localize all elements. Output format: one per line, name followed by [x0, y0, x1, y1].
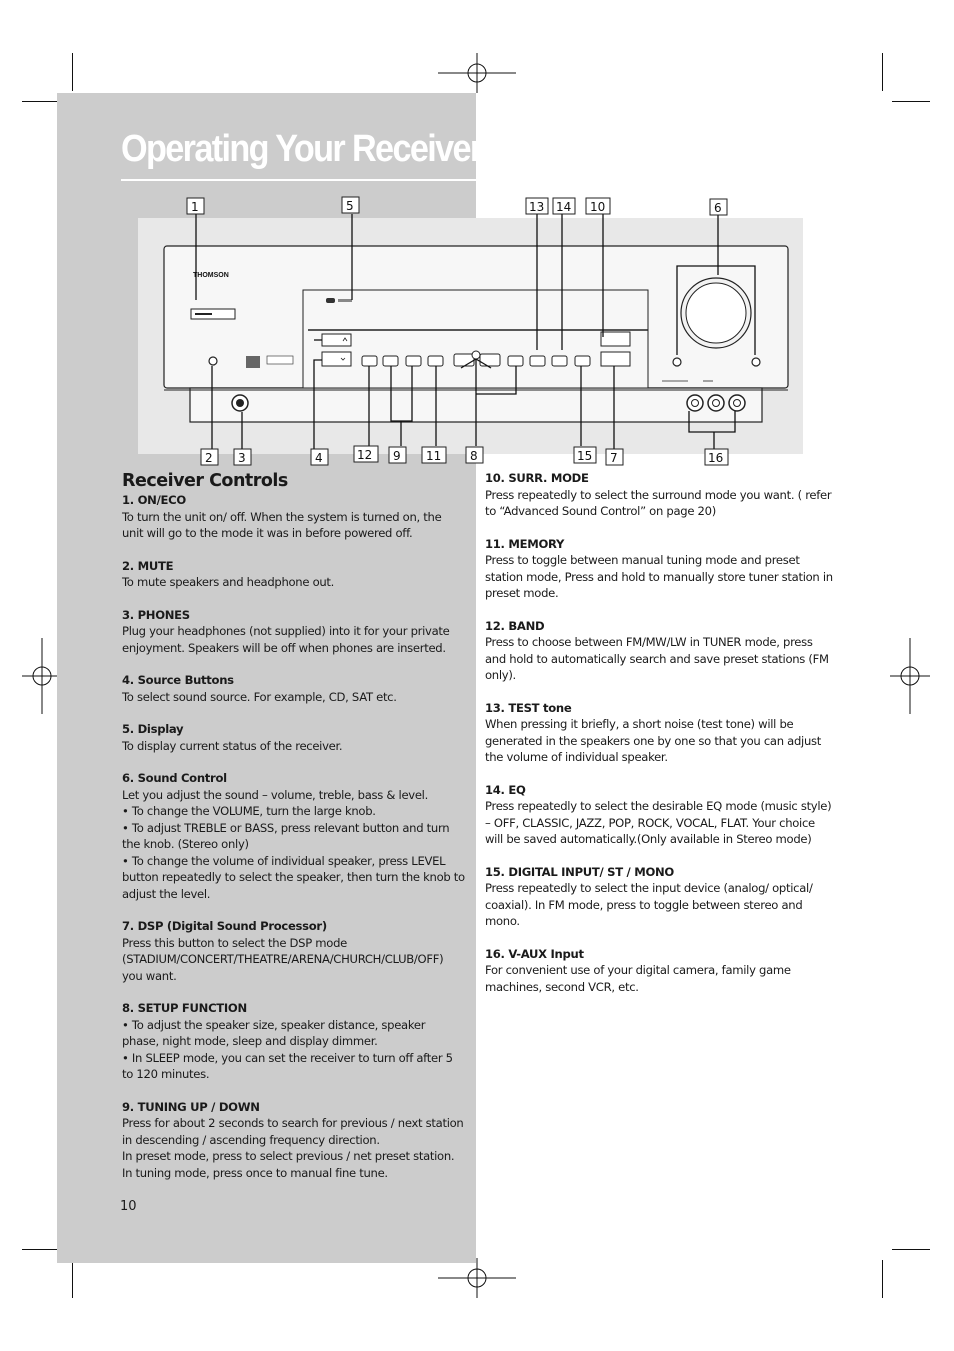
control-item: [122, 1000, 465, 1083]
callout-5: 5: [346, 199, 354, 213]
item-title: 7. DSP (Digital Sound Processor): [122, 919, 327, 933]
item-body: Let you adjust the sound – volume, treble, bass & level. • To change the VOLUME, turn the large knob. • To adjust TREBLE or BASS, press relevant button and turn the knob. (Stereo only) • To change the volume of individual speaker, press LEVEL button repeatedly to select the speaker, then turn the knob to adjust the level.: [122, 787, 465, 901]
callout-15: 15: [577, 449, 593, 463]
item-body: Press this button to select the DSP mode (STADIUM/CONCERT/THEATRE/ARENA/CHURCH/CLUB/OFF) you want.: [122, 935, 444, 983]
callout-6: 6: [714, 201, 722, 215]
item-title: 12. BAND: [485, 618, 545, 633]
item-body: To turn the unit on/ off. When the system is turned on, the unit will go to the mode it was in before powered off.: [122, 509, 442, 540]
item-body: Press for about 2 seconds to search for previous / next station in descending / ascending frequency direction. In preset mode, press to select previous / net preset station. In tuning mode, press once to manual fine tune.: [122, 1116, 464, 1180]
page-title: Operating Your Receiver: [121, 128, 482, 170]
registration-mark: [438, 1258, 516, 1298]
control-item: [122, 721, 465, 754]
item-title: 5. Display: [122, 722, 184, 736]
item-body: Press repeatedly to select the surround mode you want. ( refer to “Advanced Sound Control” on page 20): [485, 487, 832, 518]
item-title: 1. ON/ECO: [122, 493, 186, 507]
item-body: Plug your headphones (not supplied) into it for your private enjoyment. Speakers will be off when phones are inserted.: [122, 624, 450, 655]
callout-9: 9: [393, 449, 401, 463]
control-item: [122, 1099, 465, 1182]
crop-mark: [22, 1249, 60, 1250]
callout-12: 12: [357, 448, 373, 462]
callout-13: 13: [529, 200, 545, 214]
item-body: To select sound source. For example, CD, SAT etc.: [122, 689, 397, 704]
item-body: Press to toggle between manual tuning mode and preset station mode, Press and hold to manually store tuner station in preset mode.: [485, 553, 833, 600]
item-body: Press repeatedly to select the input device (analog/ optical/ coaxial). In FM mode, press to toggle between stereo and mono.: [485, 881, 813, 928]
left-column: [122, 470, 465, 1197]
item-title: 13. TEST tone: [485, 700, 572, 715]
callout-1: 1: [191, 200, 199, 214]
item-body: For convenient use of your digital camera, family game machines, second VCR, etc.: [485, 963, 791, 994]
control-item: [485, 864, 833, 930]
item-title: 15. DIGITAL INPUT/ ST / MONO: [485, 864, 674, 879]
callout-8: 8: [470, 449, 478, 463]
item-body: • To adjust the speaker size, speaker distance, speaker phase, night mode, sleep and display dimmer. • In SLEEP mode, you can set the receiver to turn off after 5 to 120 minutes.: [122, 1017, 453, 1081]
receiver-front-panel-diagram: [0, 0, 954, 480]
callout-10: 10: [590, 200, 606, 214]
section-heading: Receiver Controls: [122, 471, 288, 491]
item-title: 4. Source Buttons: [122, 673, 234, 687]
control-item: [122, 770, 465, 902]
callout-4: 4: [315, 451, 323, 465]
callout-2: 2: [205, 451, 213, 465]
item-body: When pressing it briefly, a short noise (test tone) will be generated in the speakers one by one so that you can adjust the volume of individual speaker.: [485, 717, 821, 764]
callout-3: 3: [238, 451, 246, 465]
item-title: 9. TUNING UP / DOWN: [122, 1099, 260, 1114]
item-title: 10. SURR. MODE: [485, 471, 589, 485]
control-item: [485, 536, 833, 602]
control-item: [485, 700, 833, 766]
control-item: [485, 618, 833, 684]
callout-11: 11: [426, 449, 442, 463]
crop-mark: [882, 1260, 883, 1298]
item-title: 8. SETUP FUNCTION: [122, 1001, 247, 1015]
item-body: Press repeatedly to select the desirable EQ mode (music style) – OFF, CLASSIC, JAZZ, POP, ROCK, VOCAL, FLAT. Your choice will be saved automatically.(Only available in Stereo mode): [485, 799, 832, 846]
registration-mark: [22, 638, 62, 714]
item-body: Press to choose between FM/MW/LW in TUNER mode, press and hold to automatically search and save preset stations (FM only).: [485, 635, 829, 682]
item-title: 6. Sound Control: [122, 771, 227, 785]
right-column: [485, 470, 833, 1011]
page-number: 10: [120, 1199, 137, 1214]
control-item: [122, 672, 465, 705]
callout-14: 14: [556, 200, 572, 214]
item-body: To display current status of the receiver.: [122, 738, 343, 753]
item-title: 11. MEMORY: [485, 536, 565, 551]
item-title: 14. EQ: [485, 782, 526, 797]
control-item: [122, 607, 465, 657]
control-item: [485, 782, 833, 848]
item-title: 3. PHONES: [122, 607, 190, 622]
brand-logo: THOMSON: [193, 272, 229, 279]
control-item: [485, 470, 833, 520]
control-item: [122, 558, 465, 591]
item-title: 16. V-AUX Input: [485, 946, 584, 961]
control-item: [485, 946, 833, 996]
registration-mark: [890, 638, 930, 714]
callout-16: 16: [708, 451, 724, 465]
callout-7: 7: [610, 451, 618, 465]
item-title: 2. MUTE: [122, 558, 174, 573]
crop-mark: [72, 1260, 73, 1298]
control-item: [122, 918, 465, 984]
crop-mark: [892, 1249, 930, 1250]
control-item: [122, 492, 465, 542]
item-body: To mute speakers and headphone out.: [122, 575, 335, 589]
